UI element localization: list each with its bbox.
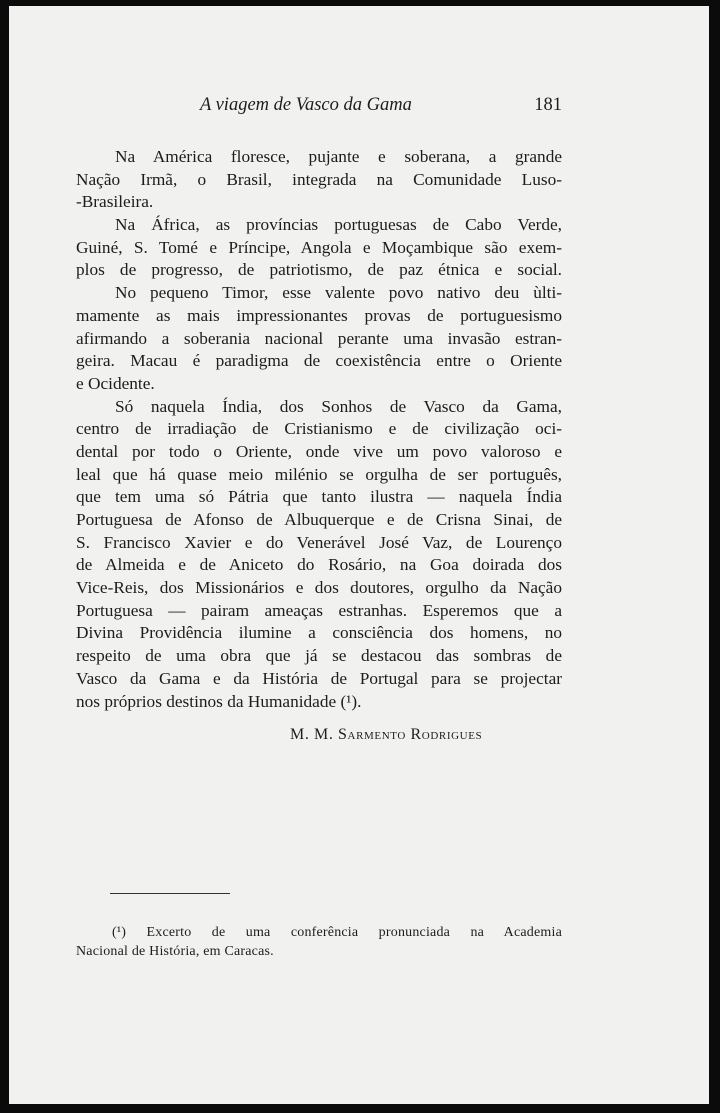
book-page <box>9 6 709 1104</box>
text-line: Portuguesa de Afonso de Albuquerque e de Crisna Sinai, de <box>76 510 562 529</box>
text-line: Na África, as províncias portuguesas de Cabo Verde, <box>115 215 562 235</box>
text-line: dental por todo o Oriente, onde vive um povo valoroso e <box>76 441 562 461</box>
running-head <box>76 95 562 119</box>
text-line: Só naquela Índia, dos Sonhos de Vasco da Gama, <box>115 396 562 416</box>
text-line: Divina Providência ilumine a consciência dos homens, no <box>76 623 562 643</box>
text-line: e Ocidente. <box>76 373 155 393</box>
text-line: plos de progresso, de patriotismo, de paz étnica e social. <box>76 260 562 280</box>
page-number: 181 <box>534 95 562 115</box>
text-line: Portuguesa — pairam ameaças estranhas. Esperemos que a <box>76 600 562 620</box>
text-line: No pequeno Timor, esse valente povo nativo deu ùlti- <box>115 283 562 303</box>
footnote <box>76 923 562 961</box>
text-line: centro de irradiação de Cristianismo e de civilização oci- <box>76 419 562 439</box>
running-title: A viagem de Vasco da Gama <box>200 95 412 115</box>
text-line: geira. Macau é paradigma de coexistência entre o Oriente <box>76 351 562 371</box>
text-line: respeito de uma obra que já se destacou das sombras de <box>76 646 562 666</box>
text-line: -Brasileira. <box>76 192 154 212</box>
text-line: Guiné, S. Tomé e Príncipe, Angola e Moçambique são exem- <box>76 237 562 257</box>
text-line: Vice-Reis, dos Missionários e dos doutores, orgulho da Nação <box>76 578 562 598</box>
footnote-line: Nacional de História, em Caracas. <box>76 944 274 959</box>
footnote-rule <box>110 893 230 894</box>
author-name: M. M. Sarmento Rodrigues <box>290 726 483 743</box>
text-line: mamente as mais impressionantes provas de portuguesismo <box>76 305 562 325</box>
body-text <box>76 146 562 713</box>
text-line: leal que há quase meio milénio se orgulha de ser português, <box>76 464 562 484</box>
text-line: afirmando a soberania nacional perante uma invasão estran- <box>76 328 562 348</box>
text-line: de Almeida e de Aniceto do Rosário, na Goa doirada dos <box>76 555 562 575</box>
text-line: que tem uma só Pátria que tanto ilustra — naquela Índia <box>76 487 562 507</box>
text-line: Vasco da Gama e da História de Portugal para se projectar <box>76 668 562 688</box>
text-line: Nação Irmã, o Brasil, integrada na Comunidade Luso- <box>76 169 562 189</box>
text-line: Na América floresce, pujante e soberana, a grande <box>115 147 562 166</box>
footnote-line: (¹) Excerto de uma conferência pronunciada na Academia <box>112 925 562 940</box>
text-line: S. Francisco Xavier e do Venerável José Vaz, de Lourenço <box>76 532 562 552</box>
text-line: nos próprios destinos da Humanidade (¹). <box>76 691 362 711</box>
